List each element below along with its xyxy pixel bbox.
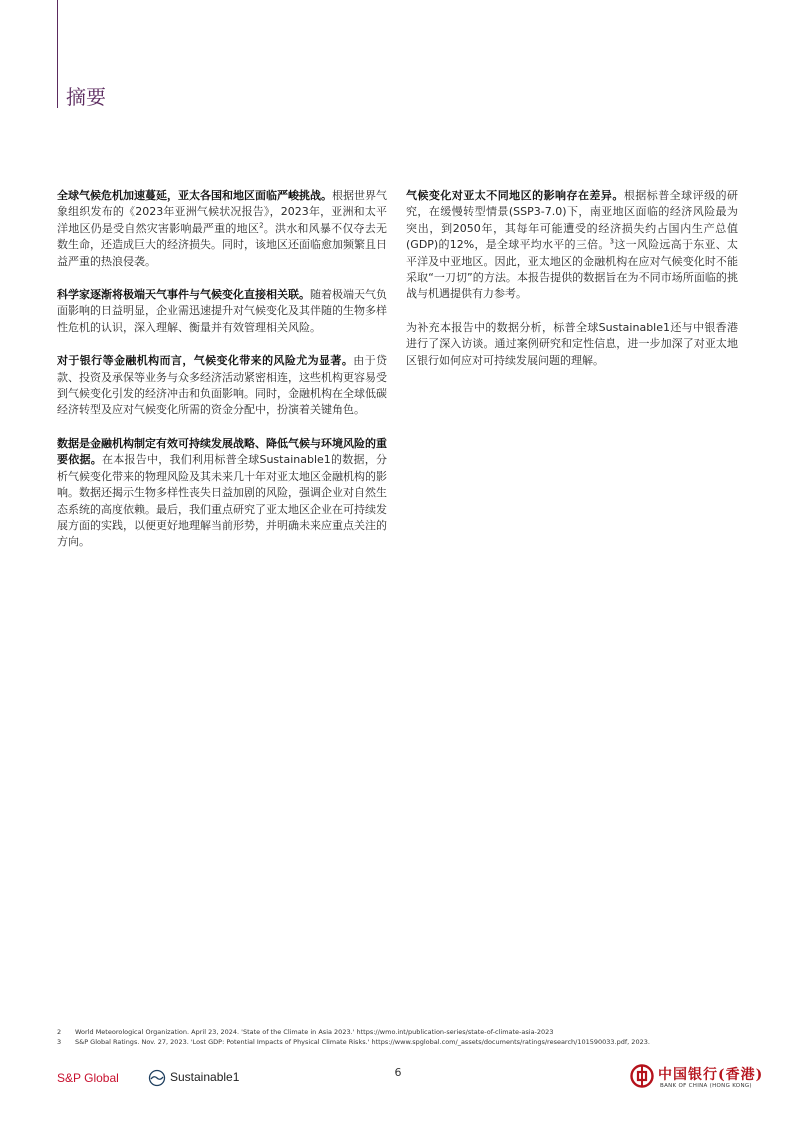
paragraph-body: 由于贷款、投资及承保等业务与众多经济活动紧密相连，这些机构更容易受到气候变化引发的经济冲击和负面影响。同时，金融机构在全球低碳经济转型及应对气候变化所需的资金分配中，扮演着关键角色。 <box>57 354 388 417</box>
footnote-ref: 2 <box>259 221 264 230</box>
footnote-text: S&P Global Ratings. Nov. 27, 2023. 'Lost GDP: Potential Impacts of Physical Climate Risks.' https://www.spglobal.com/_assets/documents/ratings/research/101590033.pdf, 2023. <box>75 1038 650 1046</box>
paragraph-body-cont: 。洪水和风暴不仅夺去无数生命，还造成巨大的经济损失。同时，该地区还面临愈加频繁且日益严重的热浪侵袭。 <box>57 221 388 268</box>
sp-global-logo: S&P Global <box>57 1071 119 1085</box>
paragraph <box>57 287 387 336</box>
boc-emblem-icon <box>630 1064 654 1088</box>
paragraph-body: 为补充本报告中的数据分析，标普全球Sustainable1还与中银香港进行了深入访谈。通过案例研究和定性信息，进一步加深了对亚太地区银行如何应对可持续发展问题的理解。 <box>406 320 738 367</box>
header-accent-line <box>57 0 58 108</box>
sustainable1-label: Sustainable1 <box>170 1070 240 1084</box>
paragraph-body-cont: 这一风险远高于东亚、太平洋及中亚地区。因此，亚太地区的金融机构在应对气候变化时不能采取“一刀切”的方法。本报告提供的数据旨在为不同市场所面临的挑战与机遇提供有力参考。 <box>406 238 738 301</box>
paragraph <box>406 320 738 369</box>
wave-icon <box>148 1069 166 1087</box>
boc-english-name: BANK OF CHINA (HONG KONG) <box>660 1083 752 1089</box>
paragraph-lead: 科学家逐渐将极端天气事件与气候变化直接相关联。 <box>57 288 310 302</box>
footnote-ref: 3 <box>609 237 615 246</box>
paragraph <box>57 188 387 270</box>
page-footer <box>0 1058 793 1098</box>
footnote <box>57 1037 747 1047</box>
paragraph <box>57 436 387 551</box>
paragraph-lead: 对于银行等金融机构而言，气候变化带来的风险尤为显著。 <box>57 354 354 368</box>
footnote-number: 2 <box>57 1028 62 1036</box>
paragraph-lead: 数据是金融机构制定有效可持续发展战略、降低气候与环境风险的重要依据。 <box>57 436 387 467</box>
left-column <box>57 188 387 568</box>
footnote-text: World Meteorological Organization. April 23, 2024. 'State of the Climate in Asia 2023.' https://wmo.int/publication-series/state-of-climate-asia-2023 <box>75 1028 554 1036</box>
right-column <box>406 188 738 386</box>
paragraph-body: 随着极端天气负面影响的日益明显，企业需迅速提升对气候变化及其伴随的生物多样性危机的认识，深入理解、衡量并有效管理相关风险。 <box>57 288 387 334</box>
paragraph-lead: 全球气候危机加速蔓延，亚太各国和地区面临严峻挑战。 <box>57 189 332 202</box>
paragraph-lead: 气候变化对亚太不同地区的影响存在差异。 <box>406 189 624 202</box>
paragraph-body: 在本报告中，我们利用标普全球Sustainable1的数据，分析气候变化带来的物理风险及其未来几十年对亚太地区金融机构的影响。数据还揭示生物多样性丧失日益加剧的风险，强调企业对自然生态系统的高度依赖。最后，我们重点研究了亚太地区企业在可持续发展方面的实践，以便更好地理解当前形势，并明确未来应重点关注的方向。 <box>57 453 388 549</box>
boc-chinese-name: 中国银行(香港) <box>658 1067 764 1083</box>
page-title: 摘要 <box>66 85 106 109</box>
paragraph-body: 根据标普全球评级的研究，在缓慢转型情景(SSP3-7.0)下，南亚地区面临的经济风险最为突出，到2050年，其每年可能遭受的经济损失约占国内生产总值(GDP)的12%，是全球平均水平的三倍。 <box>406 189 739 252</box>
paragraph-body: 根据世界气象组织发布的《2023年亚洲气候状况报告》，2023年，亚洲和太平洋地区仍是受自然灾害影响最严重的地区 <box>57 189 387 235</box>
footnote <box>57 1027 747 1037</box>
boc-logo <box>630 1062 764 1094</box>
page-number: 6 <box>394 1066 402 1079</box>
footnotes <box>57 1027 747 1047</box>
paragraph <box>57 353 387 419</box>
footnote-number: 3 <box>57 1038 62 1046</box>
paragraph <box>406 188 738 303</box>
